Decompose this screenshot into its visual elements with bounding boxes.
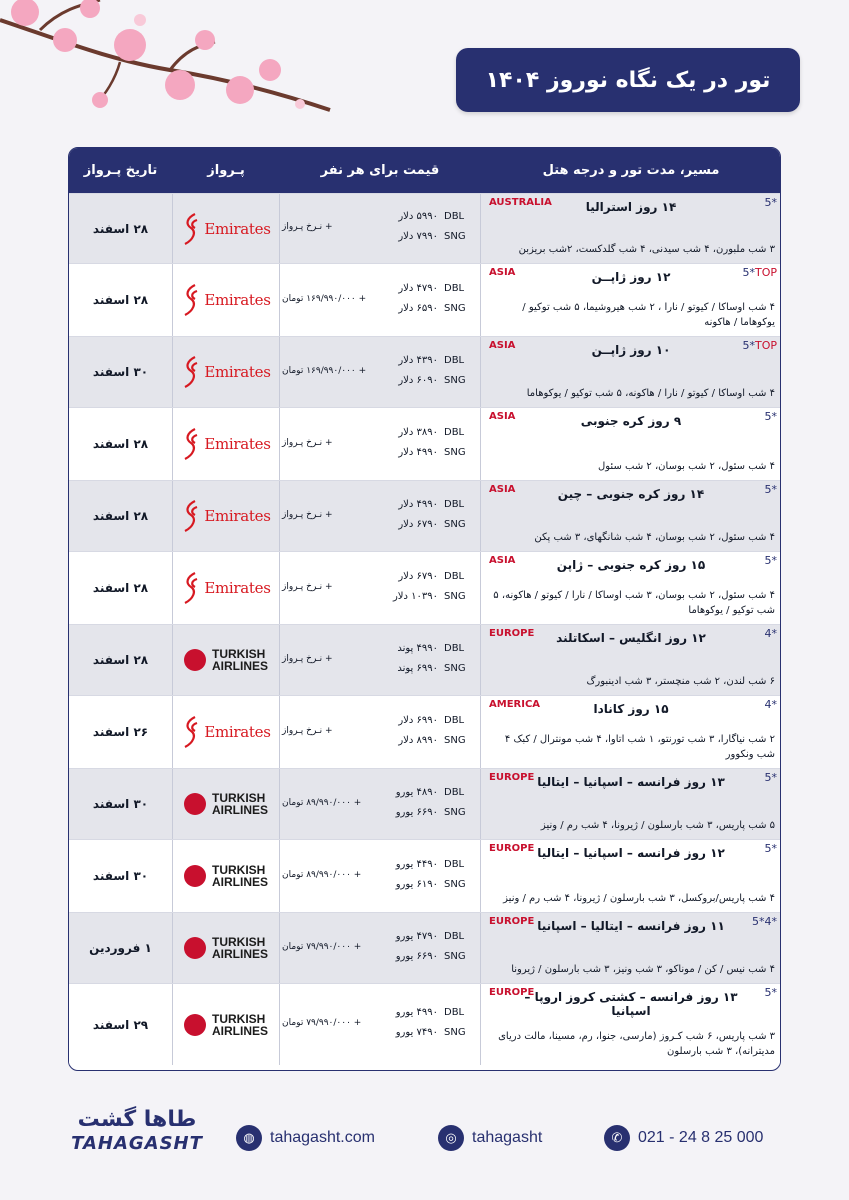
airline-name: Emirates [204, 291, 271, 309]
tour-title: ۱۵ روز کره جنوبی – ژاپن [556, 558, 706, 572]
tour-itinerary: ۴ شب سئول، ۲ شب بوسان، ۳ شب اوساکا / نارا / کیوتو / هاکونه، ۵ شب توکیو / یوکوهاما [493, 590, 775, 616]
tour-itinerary: ۴ شب اوساکا / کیوتو / نارا / هاکونه، ۵ شب توکیو / یوکوهاما [526, 388, 775, 399]
top-tag: TOP [754, 339, 777, 352]
route-cell [481, 769, 781, 839]
sng-price: ۷۴۹۰ یورو [395, 1027, 438, 1038]
turkish-bird-icon [184, 937, 206, 959]
cherry-blossom-decoration [0, 0, 340, 130]
tour-title: ۱۲ روز انگلیس – اسکاتلند [556, 631, 706, 645]
hotel-stars: 5* [764, 410, 777, 423]
website-text: tahagasht.com [270, 1129, 375, 1146]
emirates-calligraphy-icon [181, 499, 201, 533]
tour-itinerary: ۴ شب سئول، ۲ شب بوسان، ۲ شب سئول [598, 461, 775, 472]
emirates-calligraphy-icon [181, 283, 201, 317]
turkish-airlines-logo [184, 936, 268, 960]
price-sng [280, 735, 480, 751]
dbl-label: DBL [444, 787, 465, 798]
region-label: EUROPE [489, 843, 535, 854]
airline-name: TURKISH AIRLINES [211, 1011, 268, 1038]
airline-cell [173, 264, 279, 336]
airline-cell [173, 984, 279, 1065]
route-cell [481, 840, 781, 912]
emirates-logo [181, 355, 270, 389]
sng-label: SNG [444, 807, 466, 818]
tour-title: ۱۳ روز فرانسه – کشتی کروز اروپا – اسپانیا [524, 990, 738, 1018]
turkish-airlines-logo [184, 1013, 268, 1037]
header-price: قیمت برای هر نفر [320, 163, 440, 178]
tour-itinerary: ۶ شب لندن، ۲ شب منچستر، ۳ شب ادینبورگ [586, 676, 775, 687]
tour-title: ۱۳ روز فرانسه – اسپانیا – ایتالیا [537, 775, 725, 789]
route-cell [481, 264, 781, 336]
price-cell [280, 337, 480, 407]
tour-itinerary: ۳ شب پاریس، ۶ شب کـروز (مارسی، جنوا، رم، مسینا، مالت دریای مدیترانه)، ۳ شب بارسلون [498, 1031, 775, 1057]
tour-itinerary: ۴ شب نیس / کن / موناکو، ۳ شب ونیز، ۳ شب بارسلون / ژیرونا [511, 964, 775, 975]
emirates-logo [181, 499, 270, 533]
airline-cell [173, 625, 279, 695]
sng-price: ۶۶۹۰ یورو [395, 807, 438, 818]
sng-price: ۱۰۳۹۰ دلار [392, 591, 438, 602]
sng-label: SNG [444, 735, 466, 746]
airline-cell [173, 408, 279, 480]
flight-date: ۱ فروردین [89, 941, 152, 955]
price-sng [280, 951, 480, 967]
airline-name: Emirates [204, 219, 271, 238]
price-cell [280, 913, 480, 983]
hotel-stars: 5*4* [752, 915, 777, 928]
flight-date: ۲۸ اسفند [92, 509, 149, 523]
emirates-logo [181, 283, 270, 317]
airline-name: TURKISH AIRLINES [211, 791, 268, 817]
emirates-logo [181, 715, 270, 749]
flight-date: ۲۹ اسفند [92, 1017, 149, 1032]
flight-date: ۳۰ اسفند [92, 797, 149, 811]
hotel-stars: 4* [764, 627, 777, 640]
dbl-price: ۵۹۹۰ دلار [398, 211, 438, 222]
dbl-price: ۳۸۹۰ دلار [398, 427, 438, 438]
table-row [69, 480, 781, 551]
sng-label: SNG [444, 519, 466, 530]
airline-name: Emirates [204, 507, 271, 525]
region-label: EUROPE [489, 987, 535, 998]
price-extra: + نـرخ پـرواز [282, 726, 333, 736]
route-cell [481, 552, 781, 624]
tour-title: ۱۲ روز فرانسه – اسپانیا – ایتالیا [537, 846, 725, 860]
price-sng [280, 1027, 480, 1043]
emirates-calligraphy-icon [181, 212, 201, 246]
brand-logo [62, 1107, 212, 1154]
hotel-stars: 5*TOP [742, 339, 777, 352]
price-sng [280, 663, 480, 679]
airline-cell [173, 696, 279, 768]
sng-price: ۶۶۹۰ یورو [395, 951, 438, 962]
sng-price: ۶۵۹۰ دلار [398, 303, 438, 314]
sng-price: ۶۱۹۰ یورو [395, 879, 438, 890]
dbl-price: ۴۹۹۰ دلار [398, 499, 438, 510]
price-sng [280, 879, 480, 895]
flight-date: ۲۶ اسفند [92, 725, 149, 739]
table-row [69, 336, 781, 407]
tour-title: ۱۴ روز کره جنوبی – چین [557, 487, 705, 501]
table-row [69, 407, 781, 480]
price-sng [280, 807, 480, 823]
brand-name-en: TAHAGASHT [71, 1133, 203, 1154]
airline-name: Emirates [204, 363, 271, 381]
turkish-airlines-logo [184, 864, 268, 888]
tour-itinerary: ۳ شب ملبورن، ۴ شب سیدنی، ۴ شب گلدکست، ۲شب بریزبن [518, 244, 775, 255]
price-cell [280, 769, 480, 839]
region-label: AUSTRALIA [489, 197, 552, 208]
region-label: ASIA [489, 411, 516, 422]
tour-itinerary: ۴ شب اوساکا / کیوتو / نارا ، ۲ شب هیروشیما، ۵ شب توکیو / یوکوهاما / هاکونه [522, 302, 775, 328]
dbl-label: DBL [444, 499, 465, 510]
region-label: ASIA [489, 484, 516, 495]
region-label: ASIA [489, 555, 516, 566]
price-cell [280, 840, 480, 912]
price-sng [280, 375, 480, 391]
flight-date: ۳۰ اسفند [92, 869, 149, 883]
dbl-price: ۴۹۹۰ پوند [397, 643, 438, 654]
table-row [69, 912, 781, 983]
dbl-label: DBL [444, 211, 465, 222]
dbl-price: ۶۹۹۰ دلار [398, 715, 438, 726]
route-cell [481, 696, 781, 768]
airline-cell [173, 840, 279, 912]
route-cell [481, 337, 781, 407]
turkish-bird-icon [184, 649, 206, 671]
dbl-label: DBL [444, 859, 465, 870]
price-extra: + ۸۹/۹۹۰/۰۰۰ تومان [282, 798, 362, 808]
airline-cell [173, 769, 279, 839]
flight-date: ۲۸ اسفند [92, 653, 149, 667]
table-row [69, 624, 781, 695]
hotel-stars: 4* [764, 698, 777, 711]
price-cell [280, 194, 480, 263]
emirates-calligraphy-icon [181, 427, 201, 461]
price-cell [280, 408, 480, 480]
footer [0, 1105, 849, 1175]
table-row [69, 768, 781, 839]
hotel-stars: 5* [764, 483, 777, 496]
route-cell [481, 984, 781, 1065]
route-cell [481, 481, 781, 551]
price-extra: + ۷۹/۹۹۰/۰۰۰ تومان [282, 1018, 362, 1028]
airline-name: TURKISH AIRLINES [211, 935, 268, 961]
sng-label: SNG [444, 303, 466, 314]
region-label: EUROPE [489, 628, 535, 639]
sng-label: SNG [444, 879, 466, 890]
brand-name-fa: طاها گشت [77, 1107, 197, 1132]
price-extra: + نـرخ پـرواز [282, 582, 333, 592]
flight-date: ۲۸ اسفند [92, 581, 149, 595]
dbl-price: ۴۹۹۰ یورو [395, 1007, 438, 1018]
tour-itinerary: ۴ شب پاریس/بروکسل، ۳ شب بارسلون / ژیرونا، ۴ شب رم / ونیز [503, 893, 775, 904]
top-tag: TOP [754, 266, 777, 279]
emirates-logo [181, 571, 270, 605]
sng-label: SNG [444, 375, 466, 386]
turkish-airlines-logo [184, 648, 268, 672]
route-cell [481, 913, 781, 983]
tour-itinerary: ۵ شب پاریس، ۳ شب بارسلون / ژیرونا، ۴ شب رم / ونیز [540, 820, 775, 831]
emirates-logo [181, 212, 270, 246]
region-label: ASIA [489, 267, 516, 278]
phone-text: 021 - 24 8 25 000 [638, 1129, 764, 1146]
price-cell [280, 481, 480, 551]
sng-price: ۶۹۹۰ پوند [397, 663, 438, 674]
price-extra: + ۷۹/۹۹۰/۰۰۰ تومان [282, 942, 362, 952]
sng-label: SNG [444, 231, 466, 242]
tour-title: ۱۴ روز استرالیا [585, 200, 677, 214]
turkish-bird-icon [184, 793, 206, 815]
tour-table [68, 147, 781, 1071]
hotel-stars: 5* [764, 842, 777, 855]
price-sng [280, 519, 480, 535]
price-extra: + نـرخ پـرواز [282, 222, 333, 232]
dbl-label: DBL [444, 571, 465, 582]
tour-title: ۱۲ روز ژاپــن [591, 270, 671, 284]
price-cell [280, 984, 480, 1065]
flight-date: ۲۸ اسفند [92, 221, 149, 236]
header-airline: پـرواز [207, 163, 245, 178]
airline-cell [173, 481, 279, 551]
airline-cell [173, 552, 279, 624]
turkish-bird-icon [184, 1014, 206, 1036]
table-row [69, 983, 781, 1065]
instagram-link[interactable] [438, 1125, 542, 1151]
airline-name: Emirates [204, 579, 271, 597]
hotel-stars: 5* [764, 554, 777, 567]
dbl-label: DBL [444, 355, 465, 366]
hotel-stars: 5* [764, 196, 777, 209]
turkish-airlines-logo [184, 792, 268, 816]
turkish-bird-icon [184, 865, 206, 887]
flight-date: ۲۸ اسفند [92, 293, 149, 307]
emirates-calligraphy-icon [181, 355, 201, 389]
dbl-price: ۴۷۹۰ یورو [395, 931, 438, 942]
price-extra: + نـرخ پـرواز [282, 438, 333, 448]
price-extra: + نـرخ پـرواز [282, 510, 333, 520]
dbl-label: DBL [444, 931, 465, 942]
dbl-price: ۴۷۹۰ دلار [398, 283, 438, 294]
price-sng [280, 303, 480, 319]
route-cell [481, 625, 781, 695]
hotel-stars: 5*TOP [742, 266, 777, 279]
phone-link[interactable] [604, 1125, 763, 1151]
region-label: AMERICA [489, 699, 541, 710]
page-title: تور در یک نگاه نوروز ۱۴۰۴ [456, 48, 800, 112]
sng-price: ۴۹۹۰ دلار [398, 447, 438, 458]
dbl-label: DBL [444, 427, 465, 438]
sng-label: SNG [444, 447, 466, 458]
website-link[interactable] [236, 1125, 375, 1151]
price-sng [280, 591, 480, 607]
route-cell [481, 408, 781, 480]
price-cell [280, 696, 480, 768]
route-cell [481, 194, 781, 263]
instagram-text: tahagasht [472, 1129, 543, 1146]
airline-name: TURKISH AIRLINES [211, 647, 268, 673]
globe-icon: ◍ [236, 1125, 262, 1151]
instagram-icon: ◎ [438, 1125, 464, 1151]
dbl-price: ۶۷۹۰ دلار [398, 571, 438, 582]
airline-cell [173, 194, 279, 263]
flight-date: ۲۸ اسفند [92, 437, 149, 451]
emirates-logo [181, 427, 270, 461]
sng-price: ۶۷۹۰ دلار [398, 519, 438, 530]
sng-price: ۶۰۹۰ دلار [398, 375, 438, 386]
tour-title: ۱۱ روز فرانسه – ایتالیا – اسپانیا [537, 919, 725, 933]
region-label: EUROPE [489, 916, 535, 927]
price-cell [280, 552, 480, 624]
hotel-stars: 5* [764, 986, 777, 999]
sng-label: SNG [444, 951, 466, 962]
table-row [69, 695, 781, 768]
airline-name: TURKISH AIRLINES [211, 863, 268, 889]
dbl-label: DBL [444, 1007, 465, 1018]
airline-name: Emirates [204, 435, 271, 453]
table-row [69, 193, 781, 263]
sng-price: ۸۹۹۰ دلار [398, 735, 438, 746]
price-cell [280, 264, 480, 336]
header-date: تاریخ پـرواز [83, 163, 158, 178]
tour-title: ۹ روز کره جنوبی [580, 414, 682, 428]
sng-label: SNG [444, 1027, 466, 1038]
region-label: ASIA [489, 340, 516, 351]
price-cell [280, 625, 480, 695]
emirates-calligraphy-icon [181, 571, 201, 605]
tour-title: ۱۵ روز کانادا [593, 702, 669, 716]
dbl-label: DBL [444, 715, 465, 726]
price-extra: + ۱۶۹/۹۹۰/۰۰۰ تومان [282, 366, 367, 376]
tour-title: ۱۰ روز ژاپــن [591, 343, 671, 357]
sng-price: ۷۹۹۰ دلار [398, 231, 438, 242]
tour-itinerary: ۴ شب سئول، ۲ شب بوسان، ۴ شب شانگهای، ۳ شب پکن [534, 532, 775, 543]
table-row [69, 551, 781, 624]
phone-icon: ✆ [604, 1125, 630, 1151]
table-header [69, 148, 780, 193]
sng-label: SNG [444, 663, 466, 674]
dbl-price: ۴۸۹۰ یورو [395, 787, 438, 798]
price-sng [280, 447, 480, 463]
emirates-calligraphy-icon [181, 715, 201, 749]
price-sng [280, 231, 480, 247]
price-extra: + ۱۶۹/۹۹۰/۰۰۰ تومان [282, 294, 367, 304]
hotel-stars: 5* [764, 771, 777, 784]
sng-label: SNG [444, 591, 466, 602]
region-label: EUROPE [489, 772, 535, 783]
airline-cell [173, 337, 279, 407]
price-extra: + نـرخ پـرواز [282, 654, 333, 664]
header-route: مسیر، مدت تور و درجه هتل [542, 163, 720, 178]
tour-itinerary: ۲ شب نیاگارا، ۳ شب تورنتو، ۱ شب اتاوا، ۴ شب مونترال / کبک ۴ شب ونکوور [504, 734, 775, 760]
table-row [69, 263, 781, 336]
airline-cell [173, 913, 279, 983]
airline-name: Emirates [204, 723, 271, 741]
dbl-label: DBL [444, 643, 465, 654]
flight-date: ۳۰ اسفند [92, 365, 149, 379]
dbl-price: ۴۴۹۰ یورو [395, 859, 438, 870]
dbl-label: DBL [444, 283, 465, 294]
dbl-price: ۴۳۹۰ دلار [398, 355, 438, 366]
price-extra: + ۸۹/۹۹۰/۰۰۰ تومان [282, 870, 362, 880]
table-row [69, 839, 781, 912]
